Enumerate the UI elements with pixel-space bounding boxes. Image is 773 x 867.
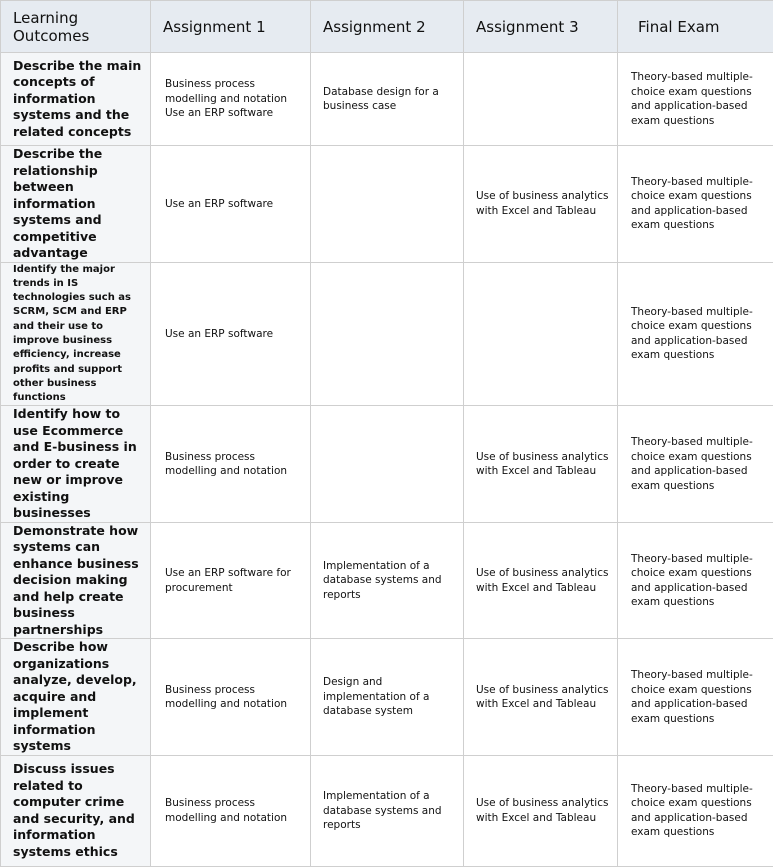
- table-row: [1, 755, 773, 866]
- table-row: [1, 639, 773, 756]
- assignment-1-cell: Business process modelling and notation: [151, 639, 311, 756]
- learning-outcome-cell: Describe how organizations analyze, develop, acquire and implement information systems: [1, 639, 151, 756]
- table-header: [1, 1, 773, 53]
- assignment-1-cell: Use an ERP software for procurement: [151, 522, 311, 639]
- assignment-2-cell: Implementation of a database systems and reports: [311, 522, 464, 639]
- learning-outcome-cell: Demonstrate how systems can enhance business decision making and help create business partnerships: [1, 522, 151, 639]
- assignment-2-cell: [311, 262, 464, 406]
- assignment-3-cell: Use of business analytics with Excel and Tableau: [464, 755, 618, 866]
- assignment-1-cell: Use an ERP software: [151, 146, 311, 263]
- header-assignment-3: Assignment 3: [464, 1, 618, 53]
- assignment-1-cell: Use an ERP software: [151, 262, 311, 406]
- assignment-1-cell: Business process modelling and notation: [151, 755, 311, 866]
- header-assignment-2: Assignment 2: [311, 1, 464, 53]
- table-row: [1, 522, 773, 639]
- learning-outcome-cell: Identify how to use Ecommerce and E-business in order to create new or improve existing businesses: [1, 406, 151, 523]
- assignment-2-cell: Implementation of a database systems and reports: [311, 755, 464, 866]
- assignment-2-cell: [311, 146, 464, 263]
- header-final-exam: Final Exam: [618, 1, 773, 53]
- assignment-3-cell: [464, 53, 618, 146]
- final-exam-cell: Theory-based multiple-choice exam questions and application-based exam questions: [618, 406, 773, 523]
- final-exam-cell: Theory-based multiple-choice exam questions and application-based exam questions: [618, 522, 773, 639]
- header-row: [1, 1, 773, 53]
- assignment-3-cell: Use of business analytics with Excel and Tableau: [464, 146, 618, 263]
- header-assignment-1: Assignment 1: [151, 1, 311, 53]
- learning-outcome-cell: Discuss issues related to computer crime and security, and information systems ethics: [1, 755, 151, 866]
- table-row: [1, 262, 773, 406]
- assignment-2-cell: [311, 406, 464, 523]
- learning-outcome-cell: Identify the major trends in IS technologies such as SCRM, SCM and ERP and their use to improve business efficiency, increase profits and support other business functions: [1, 262, 151, 406]
- assignment-2-cell: Database design for a business case: [311, 53, 464, 146]
- learning-outcome-cell: Describe the main concepts of information systems and the related concepts: [1, 53, 151, 146]
- assignment-3-cell: Use of business analytics with Excel and Tableau: [464, 639, 618, 756]
- table-row: [1, 146, 773, 263]
- final-exam-cell: Theory-based multiple-choice exam questions and application-based exam questions: [618, 262, 773, 406]
- final-exam-cell: Theory-based multiple-choice exam questions and application-based exam questions: [618, 639, 773, 756]
- table-row: [1, 53, 773, 146]
- final-exam-cell: Theory-based multiple-choice exam questions and application-based exam questions: [618, 755, 773, 866]
- assignment-2-cell: Design and implementation of a database system: [311, 639, 464, 756]
- assignment-3-cell: Use of business analytics with Excel and Tableau: [464, 522, 618, 639]
- final-exam-cell: Theory-based multiple-choice exam questions and application-based exam questions: [618, 146, 773, 263]
- assignment-3-cell: Use of business analytics with Excel and Tableau: [464, 406, 618, 523]
- table-row: [1, 406, 773, 523]
- learning-outcome-cell: Describe the relationship between information systems and competitive advantage: [1, 146, 151, 263]
- assignment-1-cell: Business process modelling and notation: [151, 406, 311, 523]
- table-body: [1, 53, 773, 867]
- header-learning-outcomes: Learning Outcomes: [1, 1, 151, 53]
- final-exam-cell: Theory-based multiple-choice exam questions and application-based exam questions: [618, 53, 773, 146]
- assignment-1-cell: Business process modelling and notation Use an ERP software: [151, 53, 311, 146]
- assignment-3-cell: [464, 262, 618, 406]
